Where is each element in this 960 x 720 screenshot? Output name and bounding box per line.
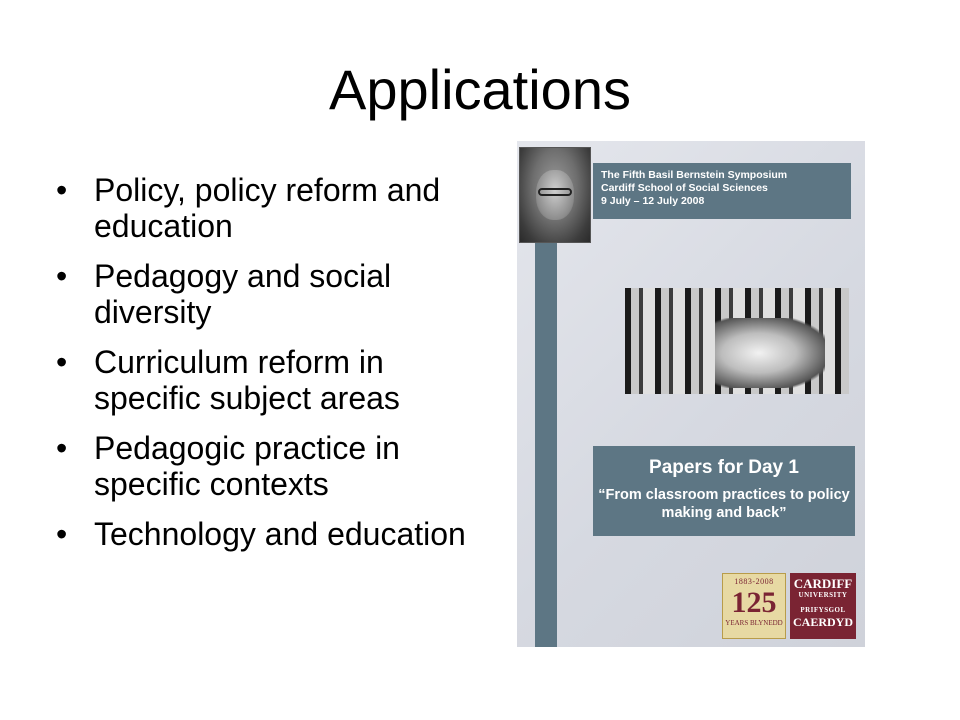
symposium-school: Cardiff School of Social Sciences xyxy=(601,182,768,194)
statue-photo xyxy=(625,288,849,394)
uni-welsh: PRIFYSGOL xyxy=(800,606,846,614)
bullet-marker: • xyxy=(56,258,68,294)
bullet-text: Pedagogic practice in specific contexts xyxy=(94,430,400,502)
bullet-text: Policy, policy reform and education xyxy=(94,172,441,244)
bullet-item xyxy=(56,258,476,330)
bullet-marker: • xyxy=(56,172,68,208)
papers-title: Papers for Day 1 xyxy=(649,457,799,478)
portrait-photo xyxy=(519,147,591,243)
bullet-item xyxy=(56,172,476,244)
slide-title: Applications xyxy=(329,58,631,121)
portrait-glasses xyxy=(538,188,572,196)
bullet-text: Curriculum reform in specific subject areas xyxy=(94,344,400,416)
symposium-dates: 9 July – 12 July 2008 xyxy=(601,195,705,207)
papers-subtitle: “From classroom practices to policy making and back” xyxy=(598,487,850,521)
uni-word: UNIVERSITY xyxy=(798,591,848,599)
booklet-photo xyxy=(517,141,865,647)
bullet-item xyxy=(56,430,476,502)
bullet-text: Technology and education xyxy=(94,516,466,552)
bullet-list xyxy=(56,172,476,566)
anniversary-logo xyxy=(722,573,786,639)
symposium-title: The Fifth Basil Bernstein Symposium xyxy=(601,169,788,181)
statue-figure xyxy=(715,318,825,388)
papers-panel xyxy=(593,446,855,536)
bullet-marker: • xyxy=(56,516,68,552)
booklet-side-stripe xyxy=(535,237,557,647)
uni-welsh-name: CAERDYD xyxy=(793,615,853,629)
anniversary-number: 125 xyxy=(731,586,777,619)
cardiff-university-logo xyxy=(790,573,856,639)
bullet-marker: • xyxy=(56,344,68,380)
uni-name: CARDIFF xyxy=(793,576,853,591)
bullet-item xyxy=(56,344,476,416)
bullet-item xyxy=(56,516,476,552)
anniversary-caption: YEARS BLYNEDD xyxy=(725,619,783,627)
symposium-header xyxy=(593,163,851,219)
bullet-marker: • xyxy=(56,430,68,466)
bullet-text: Pedagogy and social diversity xyxy=(94,258,392,330)
anniversary-years: 1883-2008 xyxy=(734,577,774,586)
